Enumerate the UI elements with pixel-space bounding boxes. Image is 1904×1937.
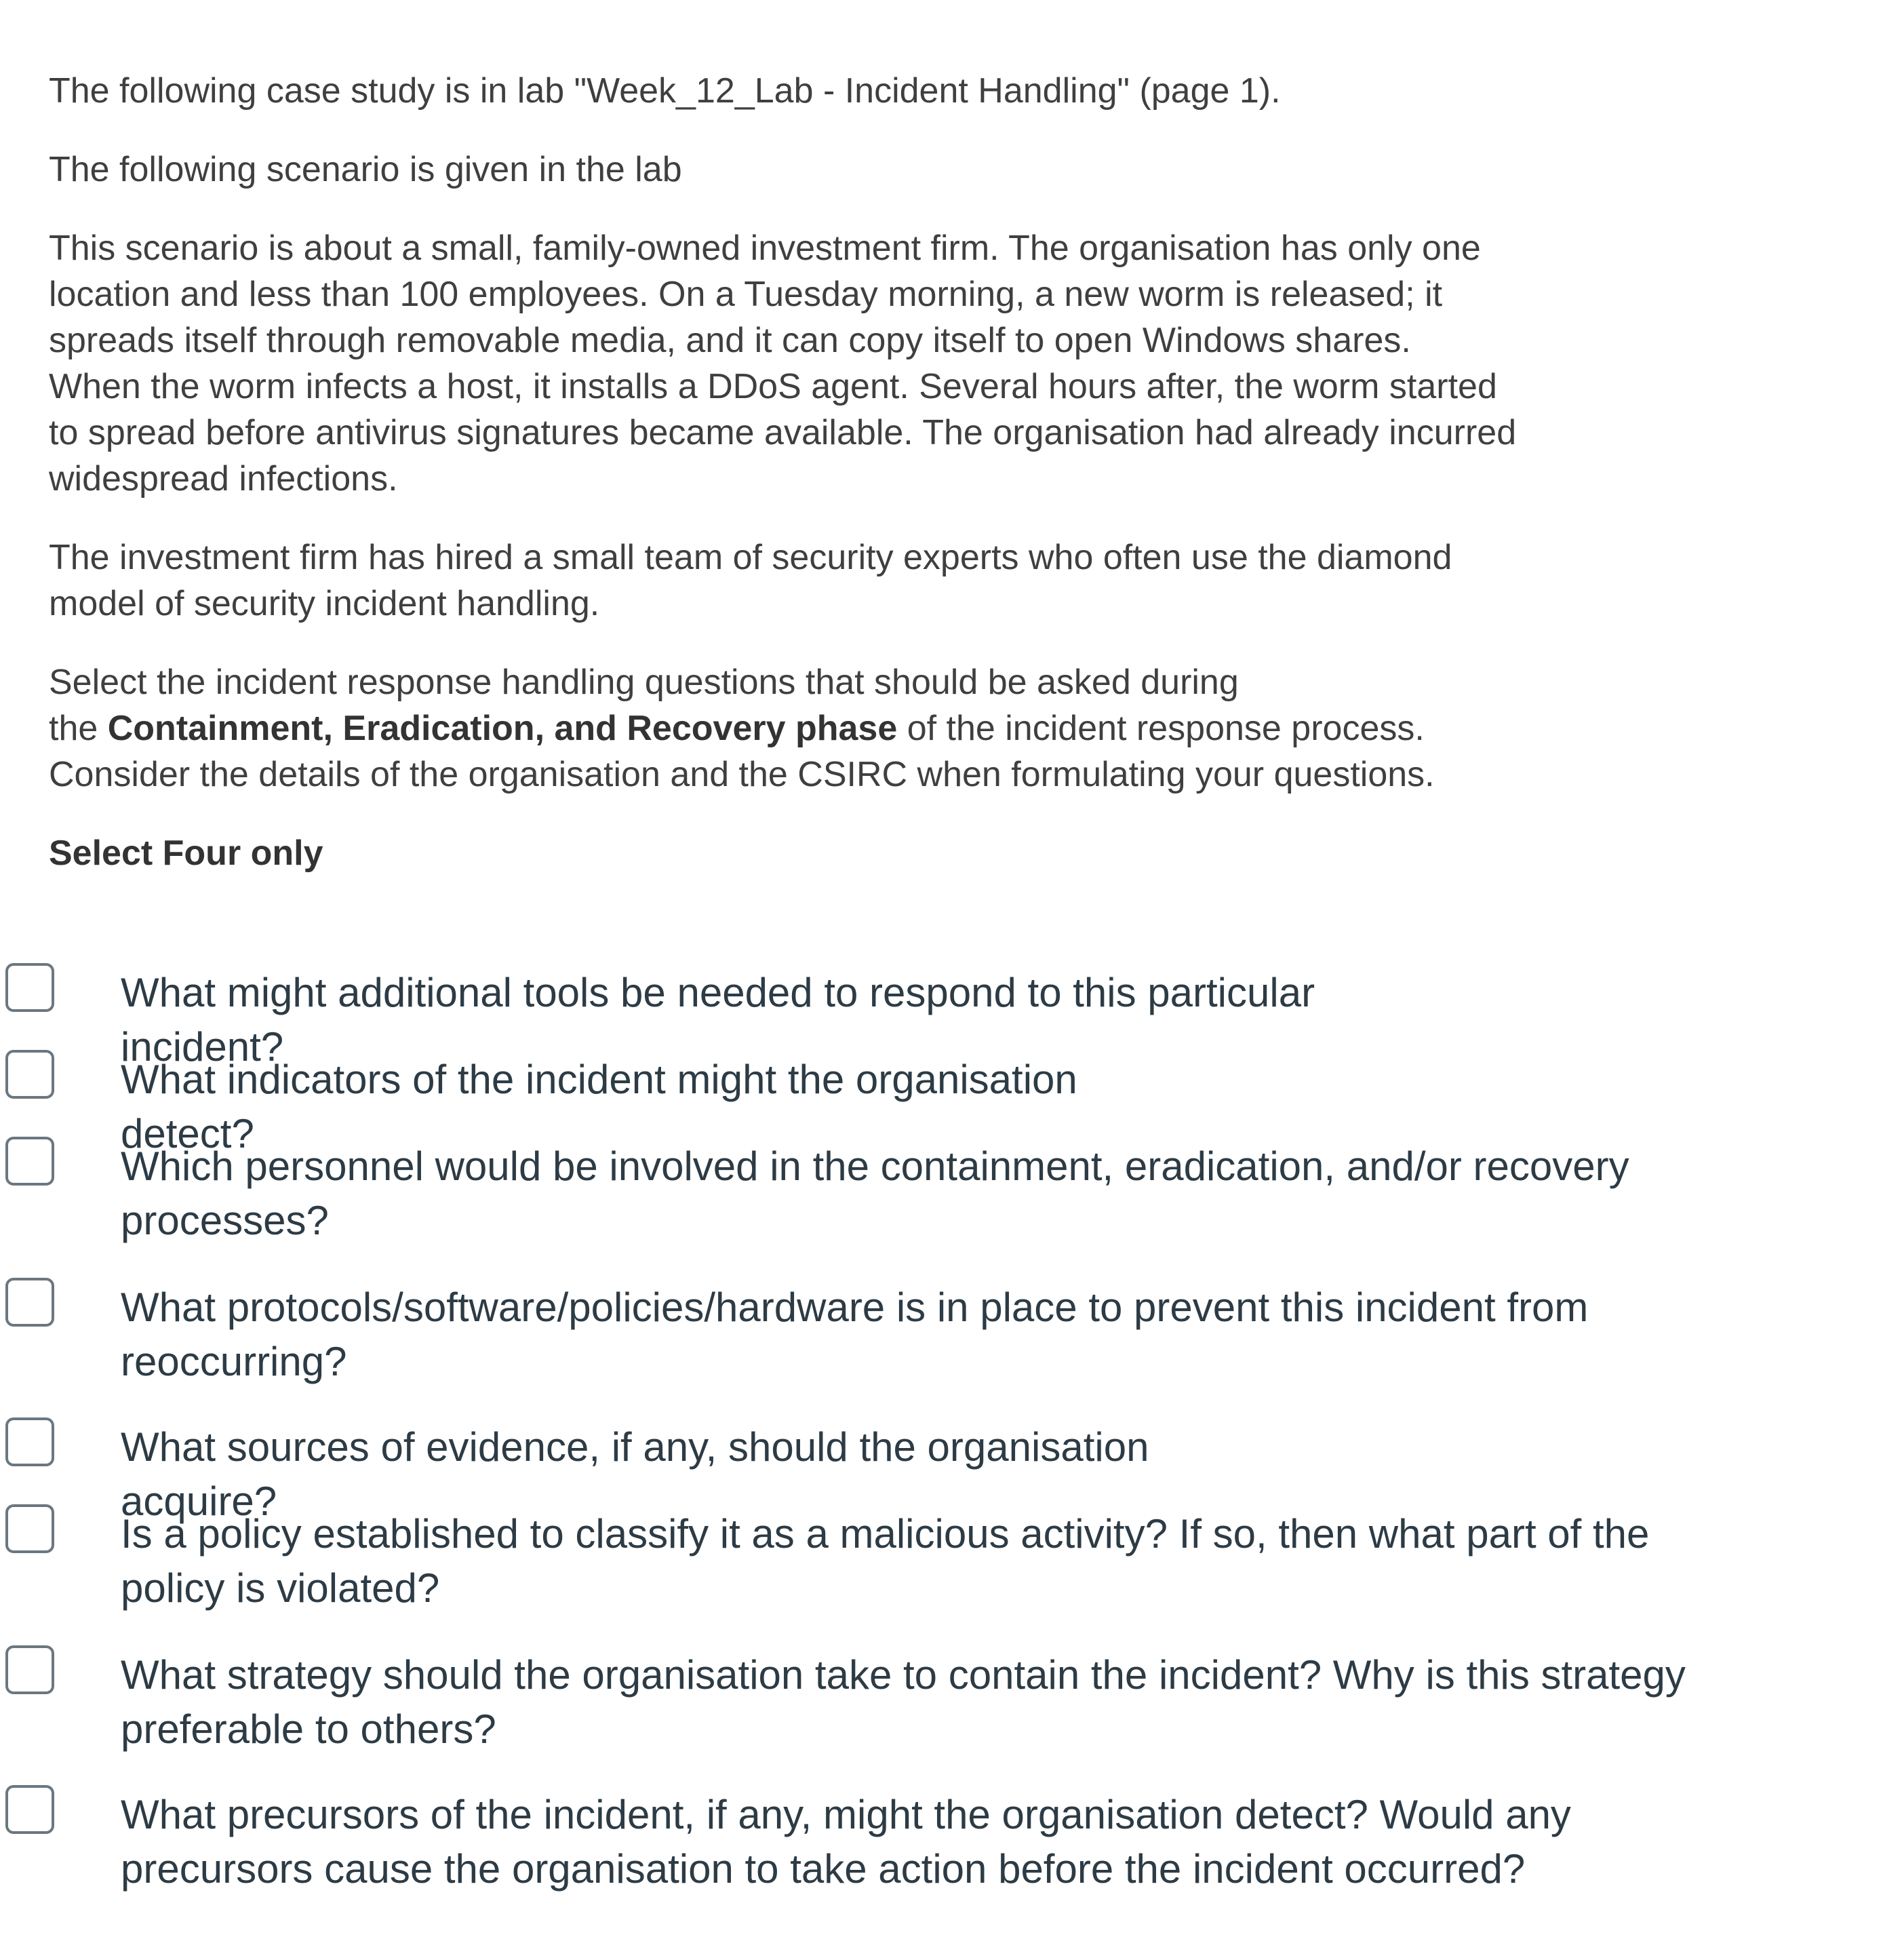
scenario-line: location and less than 100 employees. On a Tuesday morning, a new worm is released; it <box>49 275 1443 314</box>
scenario-line: widespread infections. <box>49 459 398 498</box>
select-note: Select Four only <box>49 834 323 873</box>
answer-label[interactable]: Is a policy established to classify it as a malicious activity? If so, then what part of the policy is violated? <box>121 1511 1650 1611</box>
instruction-suffix: of the incident response process. <box>897 709 1425 748</box>
answer-label[interactable]: What might additional tools be needed to respond to this particular incident? <box>121 970 1315 1070</box>
scenario-line: to spread before antivirus signatures became available. The organisation had already incurred <box>49 413 1517 452</box>
team-line: The investment firm has hired a small team of security experts who often use the diamond <box>49 538 1452 577</box>
scenario-line: This scenario is about a small, family-owned investment firm. The organisation has only one <box>49 229 1481 268</box>
checkbox[interactable] <box>5 1137 54 1186</box>
answer-label[interactable]: What protocols/software/policies/hardware is in place to prevent this incident from reoccurring? <box>121 1285 1589 1384</box>
checkbox[interactable] <box>5 1417 54 1466</box>
instruction-prefix: the <box>49 709 108 748</box>
checkbox[interactable] <box>5 1278 54 1327</box>
instruction-line: Consider the details of the organisation and the CSIRC when formulating your questions. <box>49 755 1435 794</box>
answer-label[interactable]: What indicators of the incident might the organisation detect? <box>121 1057 1077 1156</box>
instruction-line: Select the incident response handling questions that should be asked during <box>49 663 1239 702</box>
case-study-intro: The following case study is in lab "Week_12_Lab - Incident Handling" (page 1). <box>49 71 1281 111</box>
checkbox[interactable] <box>5 1050 54 1099</box>
scenario-line: spreads itself through removable media, and it can copy itself to open Windows shares. <box>49 321 1411 360</box>
instruction-phase-bold: Containment, Eradication, and Recovery phase <box>107 709 898 748</box>
checkbox[interactable] <box>5 963 54 1012</box>
checkbox[interactable] <box>5 1645 54 1694</box>
answer-label[interactable]: What strategy should the organisation take to contain the incident? Why is this strategy preferable to others? <box>121 1652 1686 1752</box>
scenario-intro: The following scenario is given in the lab <box>49 150 682 189</box>
scenario-line: When the worm infects a host, it installs a DDoS agent. Several hours after, the worm started <box>49 367 1497 406</box>
checkbox[interactable] <box>5 1504 54 1553</box>
answer-label[interactable]: What sources of evidence, if any, should the organisation acquire? <box>121 1424 1149 1524</box>
team-line: model of security incident handling. <box>49 584 600 623</box>
checkbox[interactable] <box>5 1785 54 1834</box>
answer-label[interactable]: What precursors of the incident, if any, might the organisation detect? Would any precursors cause the organisation to take action before the incident occurred? <box>121 1792 1571 1892</box>
answer-label[interactable]: Which personnel would be involved in the containment, eradication, and/or recovery processes? <box>121 1143 1629 1243</box>
